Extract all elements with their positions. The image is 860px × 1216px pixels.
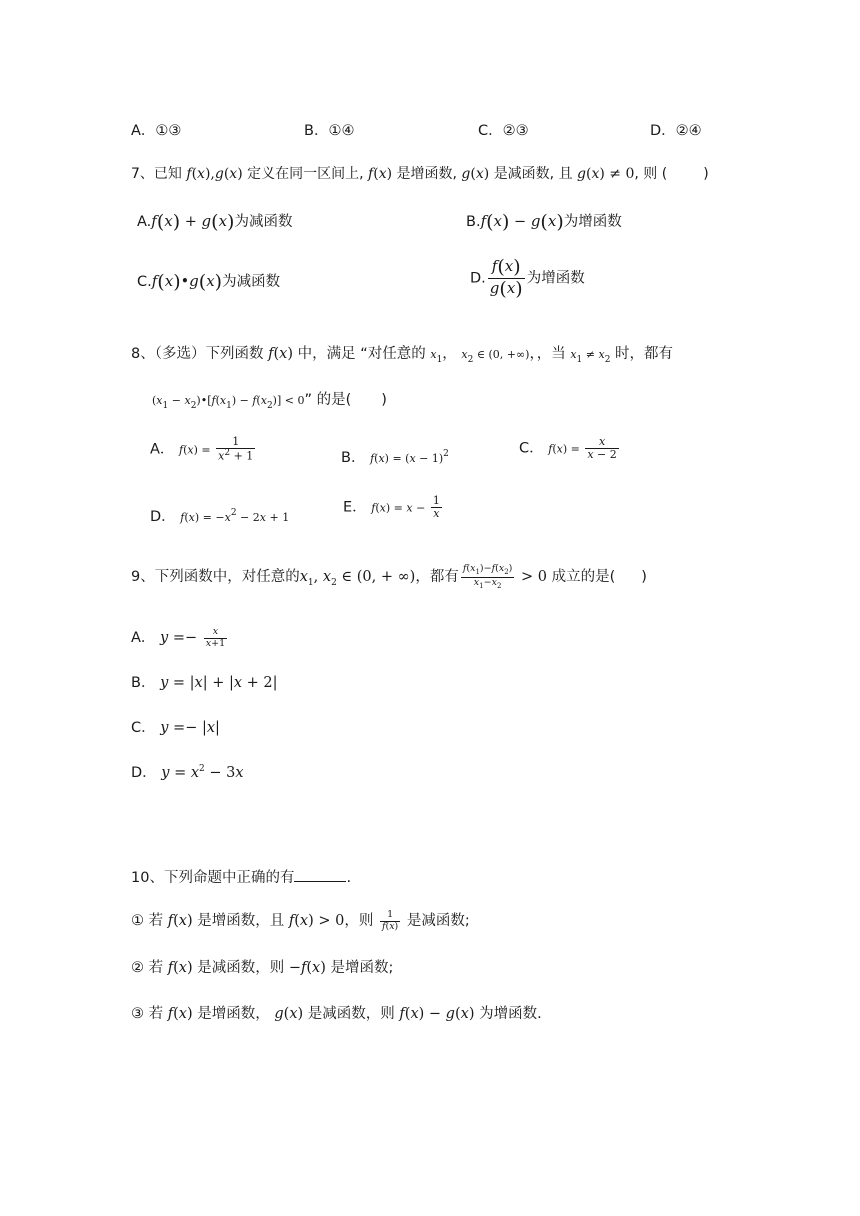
q8-option-c: C． f(x) = $\frac{x}{x - 2}$ (519, 435, 617, 462)
q9-option-d: D． $y = x^2 - 3x$ (131, 764, 244, 781)
q10-item-3: ③ 若 f(x) 是增函数， g(x) 是减函数，则 f(x) − g(x) 为增函数. (131, 1006, 542, 1022)
q7-option-c: C.f(x)•g(x)为减函数 (137, 271, 281, 293)
q8-option-b: B． $f(x) = (x - 1)^2$ (341, 449, 449, 466)
answer-blank[interactable] (294, 867, 346, 882)
q10-item-1: ① 若 f(x) 是增函数，且 f(x) > 0，则 $\frac{1}{f(x)}$ 是减函数; (131, 909, 470, 932)
q9-stem: 9、下列函数中，对任意的$x_1$, $x_2$ ∈ (0, + ∞)，都有 $\frac{f(x_1)-f(x_2)}{x_1-x_2}$ > 0 成立的是( ) (131, 563, 647, 590)
q9-number: 9、 (131, 569, 155, 586)
q6-option-d: D．②④ (650, 123, 702, 139)
q10-item-2: ② 若 f(x) 是减函数，则 −f(x) 是增函数; (131, 960, 394, 976)
q8-option-d: D． $f(x) = -x^2 - 2x + 1$ (150, 508, 290, 525)
q7-stem: 7、已知 f(x),g(x) 定义在同一区间上, f(x) 是增函数, g(x) 是减函数, 且 g(x) ≠ 0, 则 ( ) (131, 166, 709, 182)
q6-option-a: A．①③ (131, 123, 182, 139)
q9-option-a: A． y =− $\frac{x}{x+1}$ (131, 626, 226, 649)
q6-option-b: B．①④ (304, 123, 355, 139)
q10-number: 10、 (131, 870, 164, 886)
q9-option-b: B． y = |x| + |x + 2| (131, 675, 278, 691)
q10-stem: 10、下列命题中正确的有 . (131, 866, 351, 887)
q8-option-a: A． f(x) = $\frac{1}{x^2 + 1}$ (150, 435, 254, 463)
q8-number: 8、 (131, 346, 155, 362)
q9-option-c: C． y =− |x| (131, 720, 220, 736)
q7-option-a: A.f(x) + g(x)为减函数 (137, 211, 293, 233)
q7-number: 7、 (131, 166, 154, 182)
q6-option-c: C．②③ (478, 123, 529, 139)
q8-stem-line1: 8、（多选）下列函数 f(x) 中，满足 “对任意的 $x_1$， $x_2$ ∈ (0, +∞)，，当 $x_1 \ne x_2$ 时，都有 (131, 346, 674, 365)
q8-option-e: E． f(x) = x − $\frac{1}{x}$ (343, 494, 440, 521)
q7-option-b: B.f(x) − g(x)为增函数 (466, 211, 622, 233)
q8-stem-line2: ($x_1$ − $x_2)•[f(x_1) - f(x_2)] < 0$” 的是( ) (152, 392, 387, 411)
q7-option-d: D. $\frac{f(x)}{g(x)}$ 为增函数 (470, 256, 585, 300)
